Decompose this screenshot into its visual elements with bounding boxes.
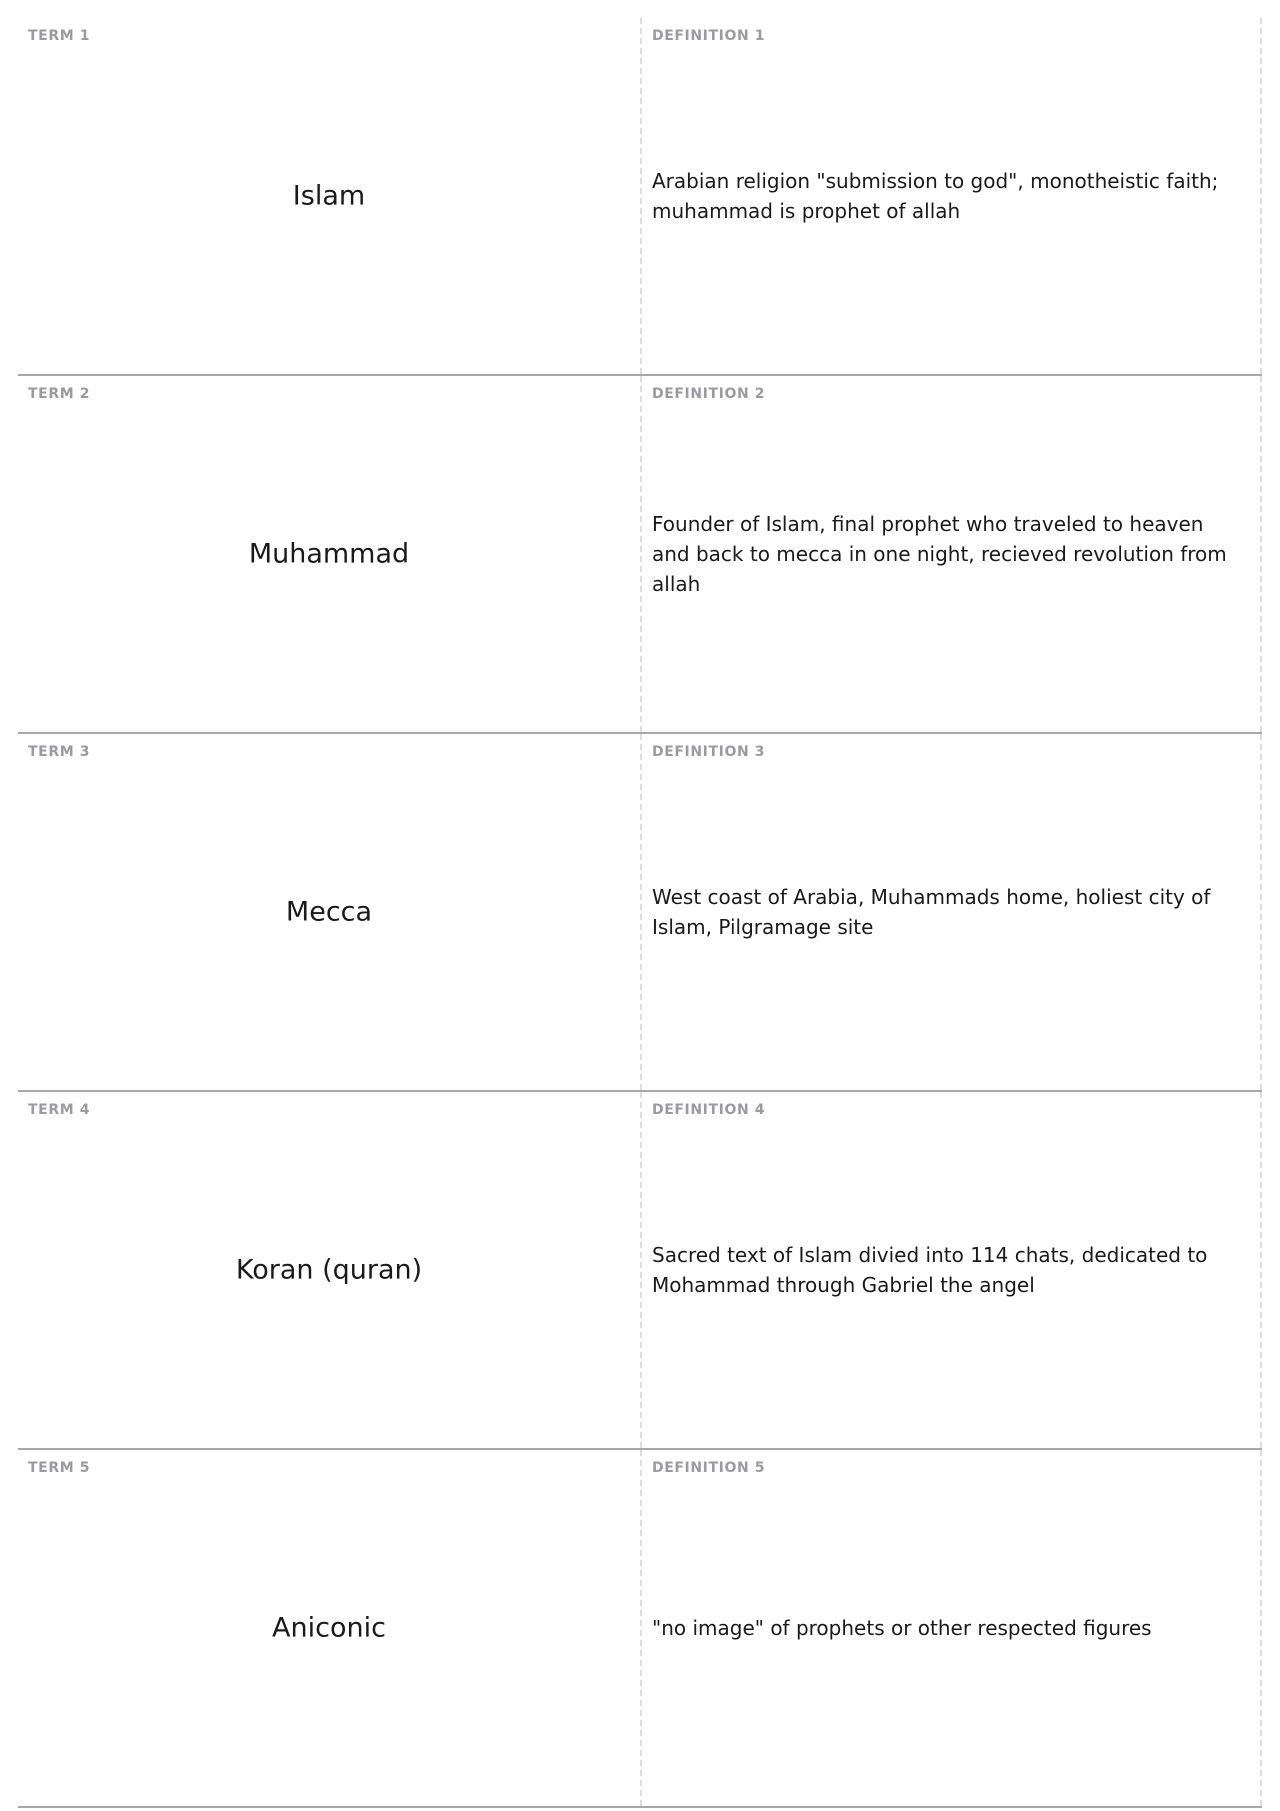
- flashcard-row-2: [18, 376, 1262, 734]
- flashcard-row-5: [18, 1450, 1262, 1808]
- term-text: Muhammad: [248, 538, 410, 570]
- term-label: TERM 2: [28, 386, 91, 402]
- definition-cell: [642, 18, 1262, 374]
- term-cell: [18, 1092, 642, 1448]
- flashcard-row-4: [18, 1092, 1262, 1450]
- term-label: TERM 5: [28, 1460, 91, 1476]
- flashcard-row-3: [18, 734, 1262, 1092]
- definition-label: DEFINITION 1: [652, 28, 766, 44]
- term-cell: [18, 18, 642, 374]
- term-text: Koran (quran): [235, 1254, 423, 1286]
- flashcard-sheet: [18, 18, 1262, 1808]
- term-label: TERM 3: [28, 744, 91, 760]
- term-text: Mecca: [285, 896, 373, 928]
- definition-text: Founder of Islam, final prophet who traveled to heaven and back to mecca in one night, recieved revolution from allah: [652, 512, 1227, 596]
- flashcard-row-1: [18, 18, 1262, 376]
- term-cell: [18, 734, 642, 1090]
- definition-text: West coast of Arabia, Muhammads home, holiest city of Islam, Pilgramage site: [652, 885, 1211, 939]
- definition-cell: [642, 1450, 1262, 1806]
- term-text: Aniconic: [272, 1612, 386, 1644]
- definition-cell: [642, 734, 1262, 1090]
- term-label: TERM 4: [28, 1102, 91, 1118]
- term-text: Islam: [292, 180, 366, 212]
- definition-text: Sacred text of Islam divied into 114 chats, dedicated to Mohammad through Gabriel the angel: [652, 1243, 1208, 1297]
- term-cell: [18, 376, 642, 732]
- definition-text: Arabian religion "submission to god", monotheistic faith; muhammad is prophet of allah: [652, 169, 1219, 223]
- definition-cell: [642, 1092, 1262, 1448]
- definition-text: "no image" of prophets or other respected figures: [652, 1616, 1152, 1640]
- definition-label: DEFINITION 3: [652, 744, 766, 760]
- definition-label: DEFINITION 5: [652, 1460, 766, 1476]
- term-label: TERM 1: [28, 28, 91, 44]
- definition-cell: [642, 376, 1262, 732]
- definition-label: DEFINITION 4: [652, 1102, 766, 1118]
- term-cell: [18, 1450, 642, 1806]
- definition-label: DEFINITION 2: [652, 386, 766, 402]
